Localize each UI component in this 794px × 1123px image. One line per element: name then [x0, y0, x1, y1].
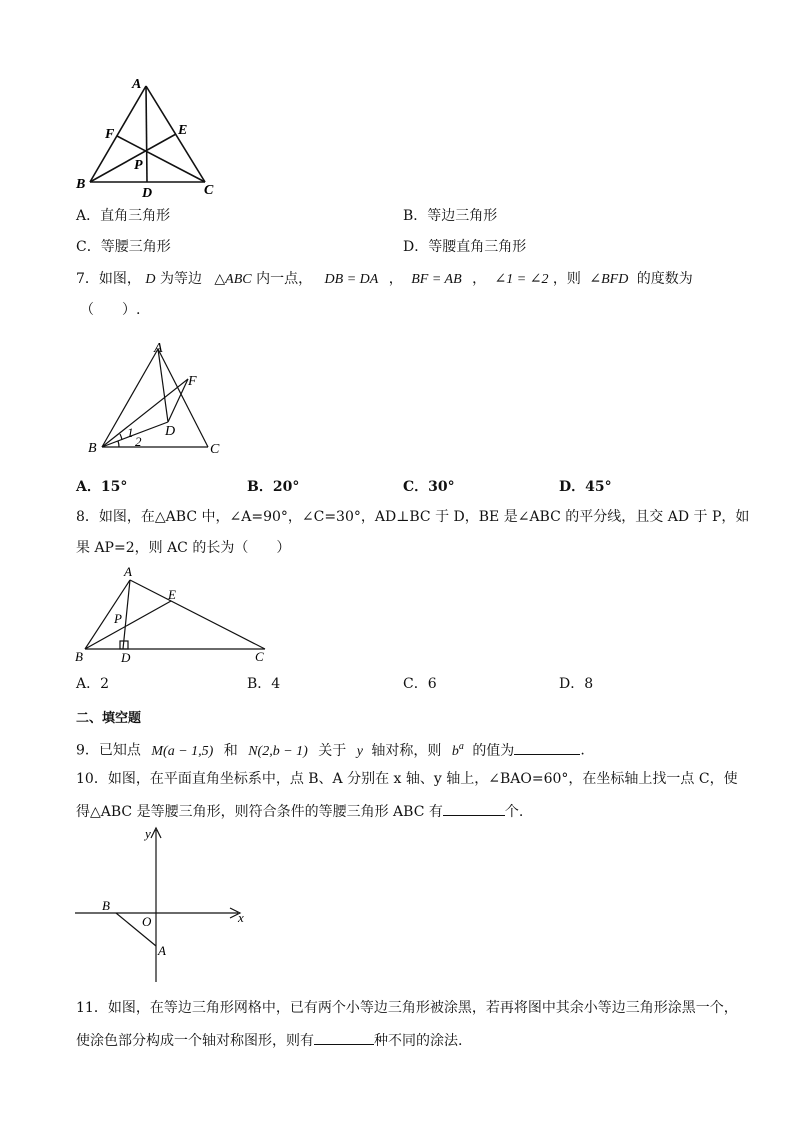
- q9-text: 和: [223, 742, 238, 759]
- y-symbol: y: [356, 743, 363, 759]
- label-d: D: [121, 650, 131, 665]
- q6-option-c[interactable]: [76, 238, 171, 256]
- q7-number: 7．如图，: [76, 271, 141, 287]
- q7-text: ，则: [552, 271, 581, 287]
- q11-stem-line1: 11．如图，在等边三角形网格中，已有两个小等边三角形被涂黑，若再将图中其余小等边三角形涂黑一个，: [76, 1000, 738, 1016]
- label-b: B: [88, 441, 97, 456]
- option-text: 8: [584, 676, 594, 692]
- segment-ad: [146, 86, 147, 182]
- label-d: D: [165, 424, 176, 439]
- label-b: B: [75, 649, 83, 664]
- q6-option-a[interactable]: [76, 207, 170, 225]
- label-c: C: [255, 649, 264, 664]
- option-key: B．: [247, 479, 273, 495]
- section-title: 二、填空题: [76, 711, 142, 726]
- label-y: y: [145, 826, 151, 841]
- angle-arc-2: [118, 441, 119, 447]
- triangle-abc: △ABC: [214, 272, 252, 287]
- option-text: 15°: [100, 479, 128, 495]
- label-angle-1: 1: [127, 425, 134, 440]
- option-key: C．: [76, 239, 101, 255]
- q8-option-a[interactable]: [76, 675, 109, 693]
- option-key: C．: [403, 479, 429, 495]
- angle-bfd: ∠BFD: [589, 272, 629, 287]
- option-key: D．: [559, 479, 586, 495]
- q7-option-d[interactable]: [559, 478, 612, 496]
- q7-paren: （ ）.: [80, 302, 141, 318]
- q8-stem-line1: 8．如图，在△ABC 中，∠A=90°，∠C=30°，AD⊥BC 于 D，BE 是∠ABC 的平分线，且交 AD 于 P，如: [76, 509, 750, 525]
- label-a: A: [154, 341, 163, 356]
- option-key: B．: [247, 676, 272, 692]
- angle-arc-1: [120, 434, 122, 440]
- q11-stem-line2: [76, 1030, 462, 1050]
- label-p: P: [114, 611, 122, 626]
- option-text: 30°: [428, 479, 455, 495]
- segment-be: [90, 134, 176, 182]
- option-key: C．: [403, 676, 428, 692]
- q7-option-b[interactable]: [247, 478, 299, 496]
- q6-option-b[interactable]: [403, 207, 497, 225]
- option-key: A．: [76, 676, 101, 692]
- label-c: C: [204, 183, 214, 198]
- q8-option-d[interactable]: [559, 675, 593, 693]
- q10-stem-line2: [76, 801, 523, 821]
- q7-text: 内一点，: [256, 271, 313, 287]
- q9-text: 9．已知点: [76, 742, 141, 759]
- q7-option-a[interactable]: [76, 478, 127, 496]
- q8-option-c[interactable]: [403, 675, 437, 693]
- q7-stem-line1: 7．如图， D 为等边 △ABC 内一点， DB = DA ， BF = AB ， ∠1 = ∠2 ，则 ∠BFD 的度数为: [76, 271, 693, 287]
- option-text: 6: [427, 676, 437, 692]
- q7-option-c[interactable]: [403, 478, 455, 496]
- label-a: A: [158, 943, 166, 958]
- label-b: B: [76, 177, 86, 192]
- q6-option-d[interactable]: [403, 238, 526, 256]
- equation-bf-ab: BF = AB: [411, 272, 462, 287]
- q9-period: .: [580, 742, 585, 759]
- q9-text: 的值为: [472, 742, 515, 759]
- option-text: 等腰三角形: [100, 239, 171, 255]
- q9-stem: [76, 738, 585, 761]
- option-text: 2: [100, 676, 110, 692]
- equation-angles: ∠1 = ∠2: [494, 272, 549, 287]
- option-key: D．: [403, 239, 429, 255]
- side-ac: [130, 580, 265, 649]
- option-key: B．: [403, 208, 428, 224]
- q10-text: 个.: [504, 804, 524, 820]
- option-text: 等腰直角三角形: [428, 239, 527, 255]
- label-p: P: [134, 158, 143, 173]
- q9-text: 关于: [318, 742, 347, 759]
- option-text: 直角三角形: [100, 208, 171, 224]
- label-angle-2: 2: [135, 434, 142, 449]
- option-text: 20°: [272, 479, 300, 495]
- side-ab: [85, 580, 130, 649]
- label-d: D: [142, 186, 153, 201]
- q11-answer-blank[interactable]: [314, 1030, 374, 1045]
- q10-stem-line1: 10．如图，在平面直角坐标系中，点 B、A 分别在 x 轴、y 轴上，∠BAO=60°，在坐标轴上找一点 C，使: [76, 771, 738, 787]
- label-a: A: [132, 77, 142, 92]
- segment-ad: [123, 580, 130, 649]
- option-key: A．: [76, 479, 101, 495]
- point-d: D: [145, 272, 156, 287]
- segment-fd: [168, 379, 188, 422]
- q11-text: 种不同的涂法.: [374, 1033, 463, 1049]
- q7-text: 的度数为: [636, 271, 693, 287]
- power-exponent: a: [458, 741, 464, 752]
- q7-text: 为等边: [159, 271, 202, 287]
- figure-q10-axes: [72, 824, 252, 986]
- equation-db-da: DB = DA: [324, 272, 379, 287]
- q10-text: 得△ABC 是等腰三角形，则符合条件的等腰三角形 ABC 有: [76, 804, 443, 820]
- label-c: C: [210, 442, 220, 457]
- figure-q8-triangle: [74, 562, 274, 668]
- option-key: D．: [559, 676, 585, 692]
- power-base: b: [451, 743, 459, 759]
- option-text: 45°: [585, 479, 612, 495]
- option-key: A．: [76, 208, 101, 224]
- label-f: F: [105, 127, 115, 142]
- label-x: x: [238, 910, 244, 925]
- label-e: E: [178, 123, 188, 138]
- q9-text: 轴对称，则: [371, 742, 442, 759]
- q8-stem-line2: 果 AP=2，则 AC 的长为（ ）: [76, 540, 291, 556]
- q9-answer-blank[interactable]: [514, 740, 580, 755]
- label-o: O: [142, 914, 152, 929]
- point-n: N(2,b − 1): [248, 743, 308, 759]
- q10-answer-blank[interactable]: [443, 801, 505, 816]
- q11-text: 使涂色部分构成一个轴对称图形，则有: [76, 1033, 314, 1049]
- q8-option-b[interactable]: [247, 675, 280, 693]
- label-a: A: [124, 564, 132, 579]
- option-text: 等边三角形: [427, 208, 498, 224]
- label-e: E: [168, 587, 176, 602]
- figure-q7-triangle: [82, 335, 232, 460]
- label-b: B: [102, 898, 110, 913]
- label-f: F: [188, 374, 197, 389]
- figure-q6-triangle: [70, 72, 230, 202]
- point-m: M(a − 1,5): [151, 743, 214, 759]
- option-text: 4: [271, 676, 281, 692]
